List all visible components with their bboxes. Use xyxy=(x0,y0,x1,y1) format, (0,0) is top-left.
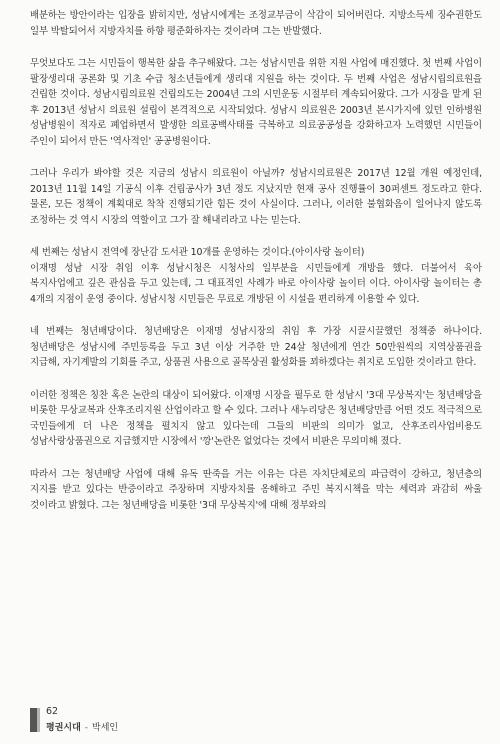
paragraph-4-body: 이재명 성남 시장 취임 이후 성남시청은 시청사의 일부분을 시민들에게 개방을 했다. 더불어서 육아 복지사업에고 깊은 관심을 두고 있는데, 그 대표적인 사례가 바로 아이사랑 놀이터 이다. 아이사랑 놀이터는 총 4개의 지점이 운영 중이다. 성남시청 시민들은 무료로 개방된 이 시설을 편리하게 이용할 수 있다. xyxy=(30,262,482,305)
page-number: 62 xyxy=(46,706,59,717)
footer-separator: - xyxy=(84,723,89,733)
paragraph-2: 무엇보다도 그는 시민들이 행복한 삶을 추구해왔다. 그는 성남시민을 위한 지원 사업에 매진했다. 첫 번째 사업이 팔장생리대 공론화 및 기초 수급 청소년들에게 생리대 지원을 하는 것이다. 두 번째 사업은 성남시립의료원을 건립한 것이다. 성남시립의료원 건립의도는 2004년 그의 시민운동 시절부터 계속되어왔다. 그가 시장을 맡게 된 후 2013년 성남시 의료원 설립이 본격적으로 시작되었다. 성남시 의료원은 2003년 본시가지에 있던 인하병원 성남병원이 적자로 폐업하면서 발생한 의료공백사태를 극복하고 의료공공성을 강화하고자 노력했던 시민들이 주인이 되어서 만든 '역사적인' 공공병원이다. xyxy=(30,58,482,147)
footer-bookmark-icon xyxy=(30,708,40,732)
page-footer xyxy=(30,706,230,740)
paragraph-3: 그러나 우리가 봐야할 것은 지금의 성남시 의료원이 아닐까? 성남시의료원은 2017년 12월 개원 예정인데, 2013년 11월 14일 기공식 이후 건립공사가 3년 정도 지났지만 현재 공사 진행률이 30퍼센트 정도라고 한다. 물론, 모든 정책이 계획대로 착착 진행되기란 힘든 것이 사실이다. 그러나, 이러한 불협화음이 일어나지 않도록 조정하는 것 역시 시장의 역할이고 그가 잘 해내리라고 나는 믿는다. xyxy=(30,168,482,226)
author-name: 박세인 xyxy=(92,723,119,733)
paragraph-4 xyxy=(30,245,482,307)
paragraph-7: 따라서 그는 청년배당 사업에 대해 유독 딴죽을 거는 이유는 다른 자치단체로의 파급력이 강하고, 청년층의 지지를 받고 있다는 반증이라고 주장하며 지방자치를 옹해하고 주민 복지시책을 막는 세력과 과감히 싸울 것이라고 밝혔다. 그는 청년배당을 비롯한 '3대 무상복지'에 대해 정부와의 xyxy=(30,468,482,511)
running-footer xyxy=(46,720,118,733)
book-title: 평권시대 xyxy=(46,723,81,733)
paragraph-6: 이러한 정책은 칭찬 혹은 논란의 대상이 되어왔다. 이재명 시장을 필두로 한 성남시 '3대 무상복지'는 청년배당을 비롯한 무상교복과 산후조리지원 산업이라고 할 수 있다. 그러나 새누리당은 청년배당만큼 어떤 것도 적극적으로 국민들에게 더 나은 정책을 펼치지 않고 있다는데 그들의 비판의 의미가 없고, 산후조리사업비용도 성남사랑상품권으로 지급했지만 시장에서 '깡'논란은 없었다는 것에서 비판은 무의미해 졌다. xyxy=(30,389,482,447)
paragraph-4-heading: 세 번째는 성남시 전역에 장난감 도서관 10개를 운영하는 것이다.(아이사랑 놀이터) xyxy=(30,247,365,258)
paragraph-5: 네 번째는 청년배당이다. 청년배당은 이재명 성남시장의 취임 후 가장 시끌시끌했던 정책중 하나이다. 청년배당은 성남시에 주민등록을 두고 3년 이상 거주한 만 24살 청년에게 연간 50만원씩의 지역상품권을 지급해, 자기계발의 기회를 주고, 상품권 사용으로 골목상권 활성화를 꾀하겠다는 취지로 도입한 것이라고 한다. xyxy=(30,326,482,368)
page-body xyxy=(30,8,482,530)
paragraph-1: 배분하는 방안이라는 입장을 밝히지만, 성남시에게는 조정교부금이 삭감이 되어버린다. 지방소득세 징수권한도 일부 박탈되어서 지방자치를 하향 평준화하자는 것이라며 그는 반발했다. xyxy=(30,10,482,37)
